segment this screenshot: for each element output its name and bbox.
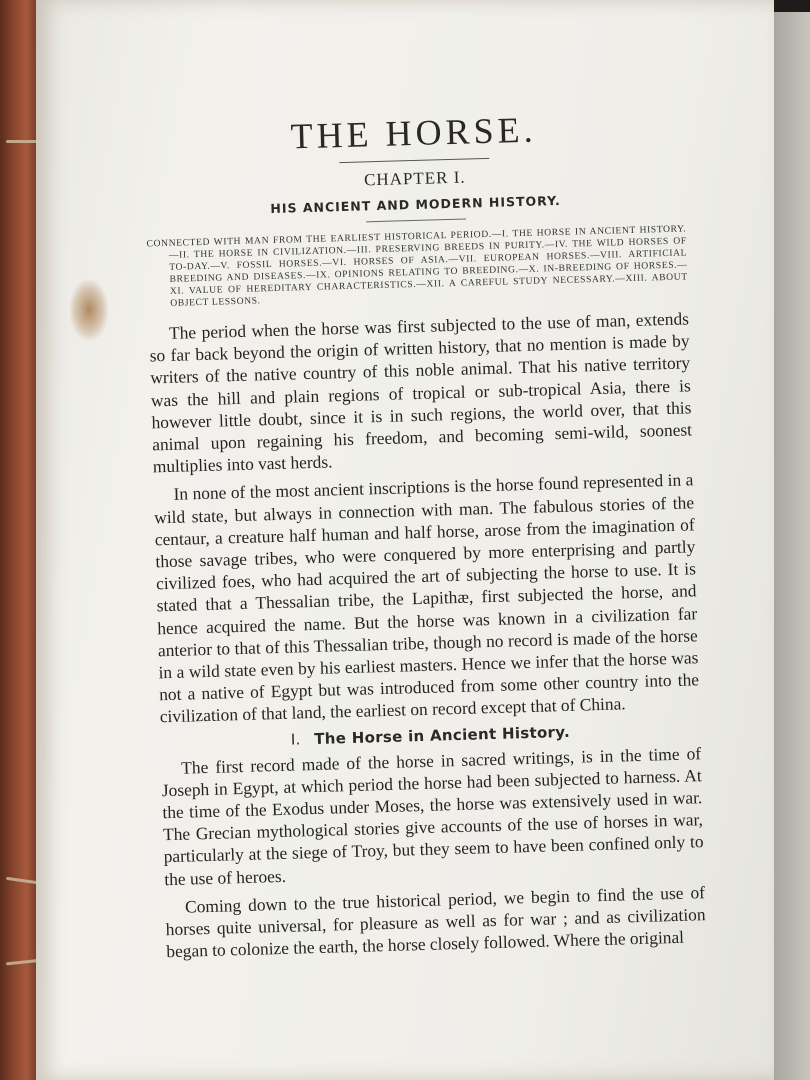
section-number: I. xyxy=(290,730,301,749)
paragraph: The first record made of the horse in sacred writings, is in the time of Joseph in Egypt, at which period the horse had been subjected to harness. At the time of the Exodus under Moses, the horse was extensively used in war. The Grecian mythological stories give accounts of the use of horses in war, particularly at the siege of Troy, but they seem to have been confined only to the use of heroes. xyxy=(161,742,704,889)
chapter-summary: CONNECTED WITH MAN FROM THE EARLIEST HISTORICAL PERIOD.—I. THE HORSE IN ANCIENT HISTORY.—II. THE HORSE IN CIVILIZATION.—III. PRESERVING BREEDS IN PURITY.—IV. THE WILD HORSES OF TO-DAY.—V. FOSSIL HORSES.—VI. HORSES OF ASIA.—VII. EUROPEAN HORSES.—VIII. ARTIFICIAL BREEDING AND DISEASES.—IX. OPINIONS RELATING TO BREEDING.—X. IN-BREEDING OF HORSES.—XI. VALUE OF HEREDITARY CHARACTERISTICS.—XII. A CAREFUL STUDY NECESSARY.—XIII. ABOUT OBJECT LESSONS. xyxy=(146,223,688,309)
paragraph: Coming down to the true historical period, we begin to find the use of horses quite universal, for pleasure as well as for war ; and as civilization began to colonize the earth, the horse closely followed. Where the original xyxy=(165,882,706,962)
section-title: The Horse in Ancient History. xyxy=(313,722,571,748)
page-stain xyxy=(70,280,108,340)
paragraph: The period when the horse was first subjected to the use of man, extends so far back beyond the origin of written history, that no mention is made by writers of the native country of this noble animal. That his native territory was the hill and plain regions of tropical or sub-tropical Asia, there is however little doubt, since it is in such regions, the world over, that this animal upon regaining his freedom, and becoming semi-wild, soonest multiplies into vast herds. xyxy=(149,308,693,477)
paragraph: In none of the most ancient inscriptions is the horse found represented in a wild state, but always in connection with man. The fabulous stories of the centaur, a creature half human and half horse, arose from the imagination of those savage tribes, who were conquered by more enterprising and partly civilized foes, who had acquired the art of subjecting the horse to use. It is stated that a Thessalian tribe, the Lapithæ, first subjected the horse, and hence acquired the name. But the horse was known in a civilization far anterior to that of this Thessalian tribe, though no record is made of the horse in a wild state even by his earliest masters. Hence we infer that the horse was not a native of Egypt but was introduced from some other country into the civilization of that land, the earliest on record except that of China. xyxy=(153,469,700,727)
chapter-rule xyxy=(366,219,466,223)
chapter-title: HIS ANCIENT AND MODERN HISTORY. xyxy=(270,192,562,217)
book-title: THE HORSE. xyxy=(290,109,538,157)
chapter-heading: CHAPTER I. xyxy=(363,167,466,190)
title-rule xyxy=(339,158,489,163)
page-content xyxy=(143,104,706,962)
